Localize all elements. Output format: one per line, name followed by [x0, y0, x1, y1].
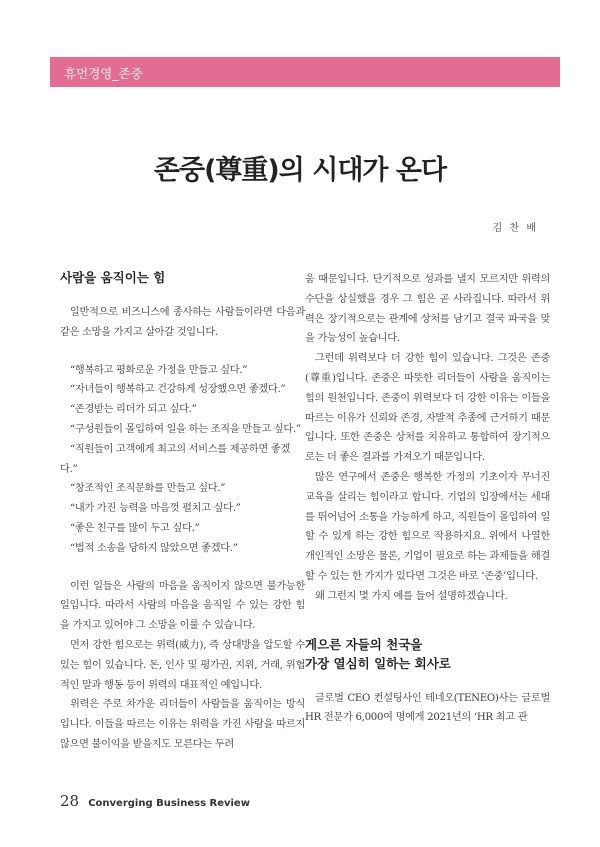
wish-item: “창조적인 조직문화를 만들고 싶다.”: [70, 483, 226, 495]
page-number: 28: [60, 792, 80, 810]
body-paragraph: 많은 연구에서 존중은 행복한 가정의 기초이자 무너진 교육을 살리는 힘이라고 합니다. 기업의 입장에서는 세대를 뛰어넘어 소통을 가능하게 하고, 직원들이 몰입하여 일할 수 있게 하는 강한 힘으로 작용하지요. 위에서 나열한 개인적인 소망은 물론, 기업이 필요로 하는 과제들을 해결할 수 있는 한 가지가 있다면 그것은 바로 ‘존중’입니다.: [305, 471, 550, 582]
body-paragraph: 그런데 위력보다 더 강한 힘이 있습니다. 그것은 존중(尊重)입니다. 존중은 따뜻한 리더들이 사람을 움직이는 힘의 원천입니다. 존중이 위력보다 더 강한 이유는 이들을 따르는 이유가 신뢰와 존경, 자발적 추종에 근거하기 때문입니다. 또한 존중은 상처를 치유하고 통합하여 장기적으로는 더 좋은 결과를 가져오기 때문입니다.: [305, 353, 550, 464]
body-paragraph: 이런 일들은 사람의 마음을 움직이지 않으면 불가능한 일입니다. 따라서 사람의 마음을 움직일 수 있는 강한 힘을 가지고 있어야 그 소망을 이룰 수 있습니다.: [60, 580, 305, 632]
article-title: 존중(尊重)의 시대가 온다: [153, 155, 447, 186]
body-paragraph: 왜 그런지 몇 가지 예를 들어 설명하겠습니다.: [315, 590, 508, 602]
right-column: [305, 270, 550, 728]
magazine-name: Converging Business Review: [88, 798, 250, 809]
wish-item: “구성원들이 몰입하여 일을 하는 조직을 만들고 싶다.”: [70, 423, 301, 435]
wish-list: [60, 361, 305, 559]
wish-item: “좋은 친구를 많이 두고 싶다.”: [70, 522, 200, 534]
body-paragraph: 글로벌 CEO 컨설팅사인 테네오(TENEO)사는 글로벌 HR 전문가 6,000여 명에게 2021년의 ‘HR 최고 관: [305, 692, 550, 724]
section-heading-company-line2: 가장 열심히 일하는 회사로: [305, 655, 451, 671]
body-paragraph-continued: 움 때문입니다. 단기적으로 성과를 낼지 모르지만 위력의 수단을 상실했을 경우 그 힘은 곧 사라집니다. 따라서 위력은 장기적으로는 관계에 상처를 남기고 결국 파국을 맞을 가능성이 높습니다.: [305, 274, 550, 345]
wish-item: “자녀들이 행복하고 건강하게 성장했으면 좋겠다.”: [70, 384, 286, 396]
category-label: 휴먼경영_존중: [64, 66, 143, 81]
wish-item: “내가 가진 능력을 마음껏 펼치고 싶다.”: [70, 503, 241, 515]
section-heading-company-line1: 게으른 자들의 천국을: [305, 636, 423, 652]
page-footer: [60, 791, 250, 810]
wish-item: “행복하고 평화로운 가정을 만들고 싶다.”: [70, 364, 248, 376]
body-paragraph: 위력은 주로 차가운 리더들이 사람들을 움직이는 방식입니다. 이들을 따르는 이유는 위력을 가진 사람을 따르지 않으면 불이익을 받을지도 모른다는 두려: [60, 699, 305, 750]
wish-item: “법적 소송을 당하지 않았으면 좋겠다.”: [70, 542, 238, 554]
wish-item: “존경받는 리더가 되고 싶다.”: [70, 404, 197, 416]
author-name: 김 찬 배: [492, 223, 538, 234]
category-bar: [50, 57, 560, 87]
intro-paragraph: 일반적으로 비즈니스에 종사하는 사람들이라면 다음과 같은 소망을 가지고 살아갈 것입니다.: [60, 307, 305, 338]
section-heading-power: 사람을 움직이는 힘: [60, 270, 166, 285]
body-paragraph: 먼저 강한 힘으로는 위력(威力), 즉 상대방을 압도할 수 있는 힘이 있습니다. 돈, 인사 및 평가권, 지위, 거래, 위협적인 말과 행동 등이 위력의 대표적인 예입니다.: [60, 639, 305, 691]
wish-item: “직원들이 고객에게 최고의 서비스를 제공하면 좋겠다.”: [60, 443, 290, 475]
left-column: [60, 268, 305, 755]
